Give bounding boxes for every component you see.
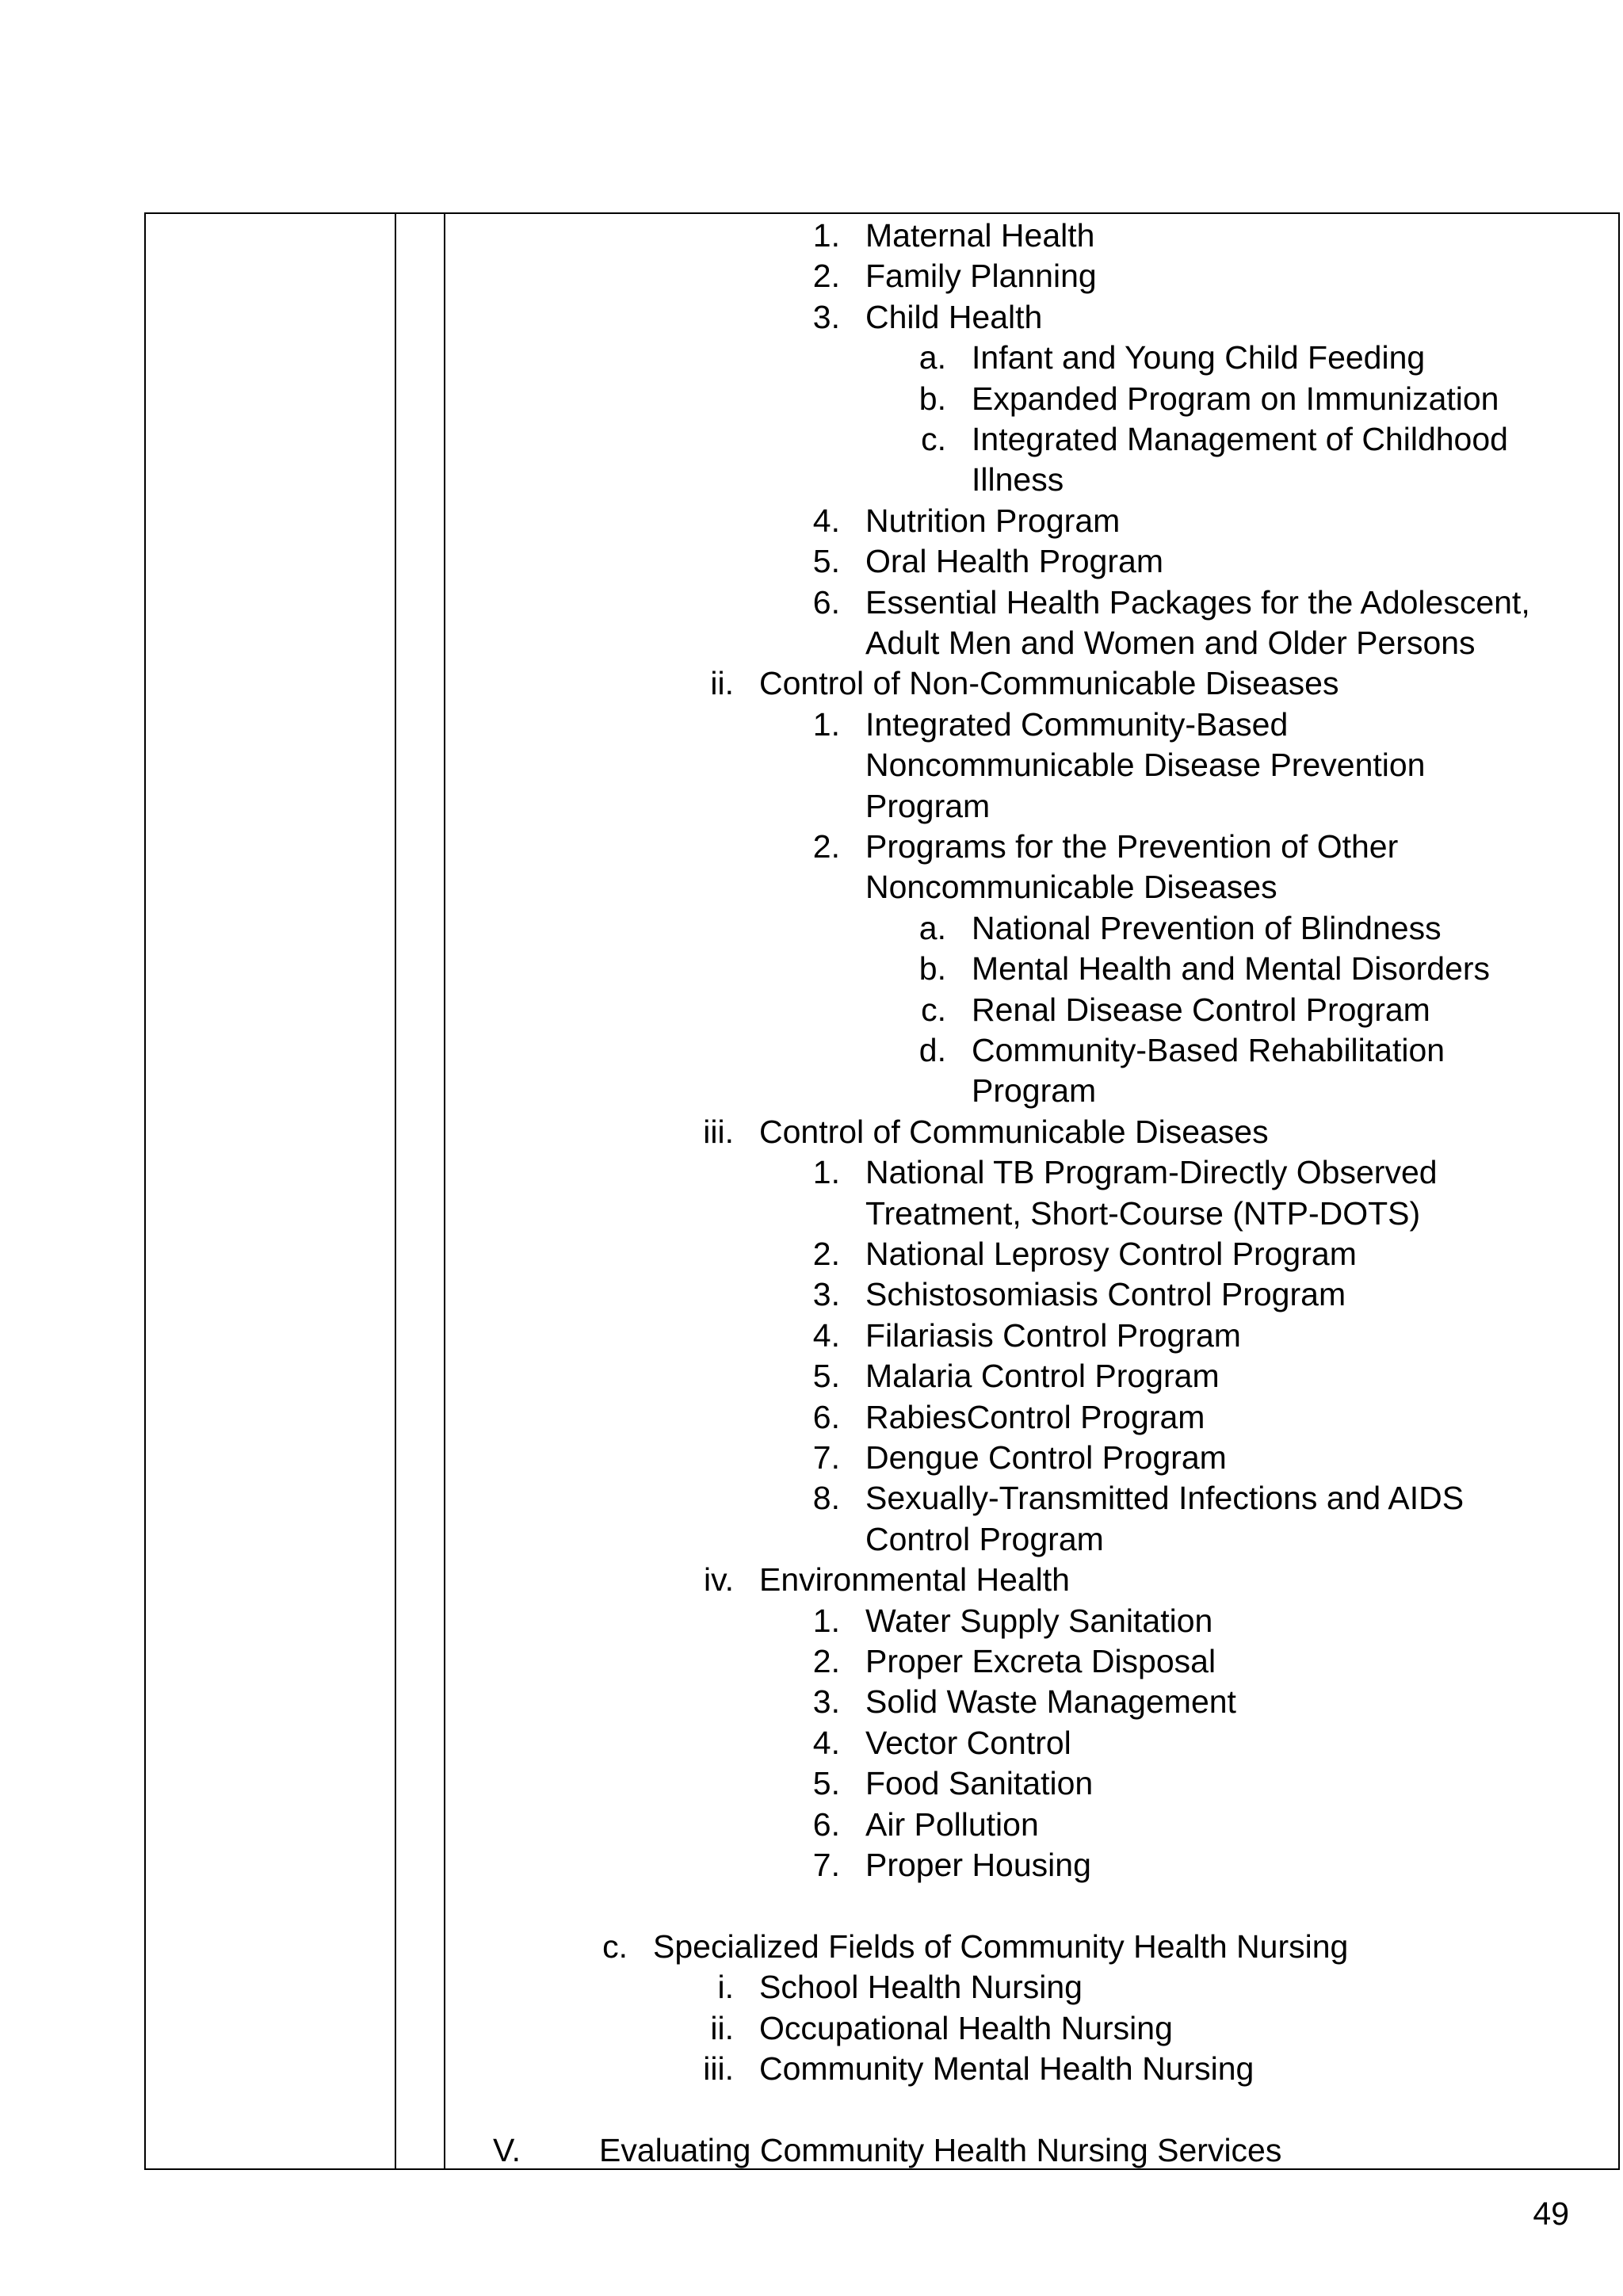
outline-text: Nutrition Program xyxy=(865,502,1121,539)
outline-marker: c. xyxy=(602,1927,628,1965)
outline-marker: 4. xyxy=(812,502,840,539)
outline-text: Control Program xyxy=(865,1520,1104,1557)
outline-marker: 6. xyxy=(812,1398,840,1435)
outline-text: Control of Communicable Diseases xyxy=(759,1113,1269,1150)
outline-text: Integrated Management of Childhood xyxy=(972,421,1508,457)
outline-marker: 5. xyxy=(812,1358,840,1395)
outline-text: Solid Waste Management xyxy=(865,1683,1236,1721)
outline-text: National Prevention of Blindness xyxy=(972,909,1442,946)
outline-marker: a. xyxy=(918,909,946,946)
outline-text: School Health Nursing xyxy=(759,1969,1083,2006)
outline-marker: 3. xyxy=(812,1276,840,1313)
outline-marker: 2. xyxy=(812,1643,840,1679)
outline-marker: c. xyxy=(921,991,946,1028)
outline-marker: iii. xyxy=(703,1113,734,1150)
outline-text: Program xyxy=(972,1072,1097,1110)
outline-text: Control of Non-Communicable Diseases xyxy=(759,665,1339,702)
outline-text: Infant and Young Child Feeding xyxy=(972,339,1426,376)
outline-marker: 1. xyxy=(812,217,840,254)
outline-text: Filariasis Control Program xyxy=(865,1316,1241,1354)
outline-marker: iv. xyxy=(704,1561,734,1599)
outline-marker: d. xyxy=(918,1032,946,1068)
outline-marker: 7. xyxy=(812,1847,840,1883)
outline-marker: V. xyxy=(493,2131,521,2168)
outline-text: Treatment, Short-Course (NTP-DOTS) xyxy=(865,1194,1421,1232)
outline-marker: 1. xyxy=(812,1602,840,1639)
outline-text: National Leprosy Control Program xyxy=(865,1236,1357,1272)
outline-marker: 3. xyxy=(812,298,840,335)
outline-marker: 1. xyxy=(812,705,840,743)
outline-text: Mental Health and Mental Disorders xyxy=(972,950,1491,988)
outline-text: Child Health xyxy=(865,298,1043,335)
outline-text: Water Supply Sanitation xyxy=(865,1602,1213,1639)
outline-text: Proper Excreta Disposal xyxy=(865,1643,1216,1679)
outline-text: Maternal Health xyxy=(865,217,1095,254)
outline-text: Family Planning xyxy=(865,258,1097,295)
outline-text: Adult Men and Women and Older Persons xyxy=(865,625,1476,661)
outline-marker: 6. xyxy=(812,583,840,621)
outline-text: Programs for the Prevention of Other xyxy=(865,828,1399,865)
outline-text: Essential Health Packages for the Adolescent, xyxy=(865,583,1530,621)
outline-marker: b. xyxy=(918,380,946,417)
outline-text: Expanded Program on Immunization xyxy=(972,380,1499,417)
outline-marker: i. xyxy=(717,1969,734,2006)
outline-text: Malaria Control Program xyxy=(865,1358,1220,1395)
outline-marker: 1. xyxy=(812,1154,840,1191)
outline-marker: ii. xyxy=(710,2009,734,2046)
outline-text: Vector Control xyxy=(865,1724,1071,1761)
outline-marker: 2. xyxy=(812,258,840,295)
outline-text: Specialized Fields of Community Health Nursing xyxy=(653,1927,1349,1965)
outline-marker: 8. xyxy=(812,1480,840,1517)
outline-marker: ii. xyxy=(710,665,734,702)
outline-marker: 5. xyxy=(812,543,840,580)
outline-marker: iii. xyxy=(703,2050,734,2087)
outline-text: Noncommunicable Disease Prevention xyxy=(865,747,1426,784)
outline-marker: b. xyxy=(918,950,946,988)
outline-marker: 5. xyxy=(812,1765,840,1802)
outline-marker: a. xyxy=(918,339,946,376)
outline-text: National TB Program-Directly Observed xyxy=(865,1154,1438,1191)
outline-text: Schistosomiasis Control Program xyxy=(865,1276,1346,1313)
outline-text: Renal Disease Control Program xyxy=(972,991,1430,1028)
outline-marker: 2. xyxy=(812,1236,840,1272)
outline-text: RabiesControl Program xyxy=(865,1398,1205,1435)
outline-text: Sexually-Transmitted Infections and AIDS xyxy=(865,1480,1465,1517)
outline-text: Noncommunicable Diseases xyxy=(865,869,1277,906)
outline-text: Oral Health Program xyxy=(865,543,1163,580)
outline-marker: 2. xyxy=(812,828,840,865)
outline-marker: 4. xyxy=(812,1724,840,1761)
outline-text: Program xyxy=(865,787,991,824)
outline-marker: 7. xyxy=(812,1439,840,1476)
outline-marker: 6. xyxy=(812,1805,840,1843)
outline-text: Illness xyxy=(972,461,1064,499)
outline-text: Air Pollution xyxy=(865,1805,1039,1843)
outline-text: Community Mental Health Nursing xyxy=(759,2050,1254,2087)
outline-marker: c. xyxy=(921,421,946,457)
outline-text: Occupational Health Nursing xyxy=(759,2009,1173,2046)
outline-text: Environmental Health xyxy=(759,1561,1070,1599)
page-number: 49 xyxy=(1533,2195,1569,2232)
outline-marker: 3. xyxy=(812,1683,840,1721)
outline-text: Integrated Community-Based xyxy=(865,705,1289,743)
outline-text: Dengue Control Program xyxy=(865,1439,1227,1476)
outline-text: Evaluating Community Health Nursing Services xyxy=(599,2131,1282,2168)
outline-marker: 4. xyxy=(812,1316,840,1354)
outline-text: Proper Housing xyxy=(865,1847,1091,1883)
outline-text: Food Sanitation xyxy=(865,1765,1094,1802)
outline-text: Community-Based Rehabilitation xyxy=(972,1032,1445,1068)
